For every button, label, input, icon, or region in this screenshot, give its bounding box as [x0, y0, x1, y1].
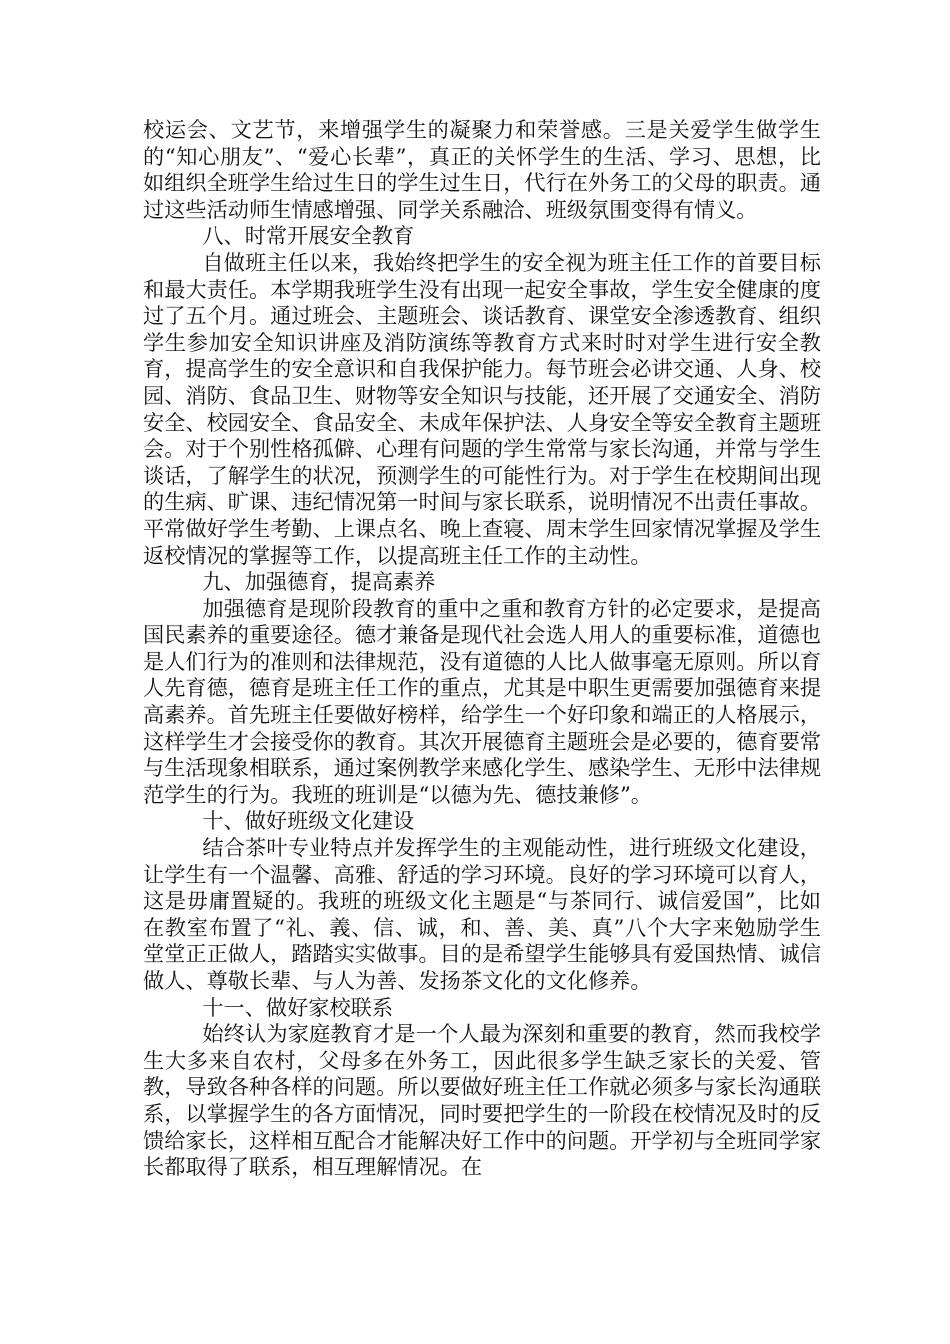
section-heading-9: 九、加强德育，提高素养	[202, 569, 436, 595]
document-page	[143, 117, 821, 1181]
paragraph-home-school-contact: 始终认为家庭教育才是一个人最为深刻和重要的教育，然而我校学生大多来自农村，父母多在外务工，因此很多学生缺乏家长的关爱、管教，导致各种各样的问题。所以要做好班主任工作就必须多与家长沟通联系，以掌握学生的各方面情况，同时要把学生的一阶段在校情况及时的反馈给家长，这样相互配合才能解决好工作中的问题。开学初与全班同学家长都取得了联系，相互理解情况。在	[143, 1021, 822, 1180]
section-heading-8: 八、时常开展安全教育	[202, 223, 415, 249]
paragraph-safety-education: 自做班主任以来，我始终把学生的安全视为班主任工作的首要目标和最大责任。本学期我班学生没有出现一起安全事故，学生安全健康的度过了五个月。通过班会、主题班会、谈话教育、课堂安全渗透教育、组织学生参加安全知识讲座及消防演练等教育方式来时时对学生进行安全教育，提高学生的安全意识和自我保护能力。每节班会必讲交通、人身、校园、消防、食品卫生、财物等安全知识与技能，还开展了交通安全、消防安全、校园安全、食品安全、未成年保护法、人身安全等安全教育主题班会。对于个别性格孤僻、心理有问题的学生常常与家长沟通，并常与学生谈话，了解学生的状况，预测学生的可能性行为。对于学生在校期间出现的生病、旷课、违纪情况第一时间与家长联系，说明情况不出责任事故。平常做好学生考勤、上课点名、晚上查寝、周末学生回家情况掌握及学生返校情况的掌握等工作，以提高班主任工作的主动性。	[143, 249, 822, 568]
paragraph-class-culture: 结合茶叶专业特点并发挥学生的主观能动性，进行班级文化建设，让学生有一个温馨、高雅、舒适的学习环境。良好的学习环境可以育人，这是毋庸置疑的。我班的班级文化主题是“与茶同行、诚信爱国”，比如在教室布置了“礼、義、信、诚，和、善、美、真”八个大字来勉励学生堂堂正正做人，踏踏实实做事。目的是希望学生能够具有爱国热情、诚信做人、尊敬长辈、与人为善、发扬茶文化的文化修养。	[143, 835, 822, 993]
section-heading-10: 十、做好班级文化建设	[202, 808, 415, 834]
paragraph-continuation: 校运会、文艺节，来增强学生的凝聚力和荣誉感。三是关爱学生做学生的“知心朋友”、“爱心长辈”，真正的关怀学生的生活、学习、思想，比如组织全班学生给过生日的学生过生日，代行在外务工的父母的职责。通过这些活动师生情感增强、同学关系融洽、班级氛围变得有情义。	[143, 117, 822, 222]
paragraph-moral-education: 加强德育是现阶段教育的重中之重和教育方针的必定要求，是提高国民素养的重要途径。德才兼备是现代社会选人用人的重要标准，道德也是人们行为的准则和法律规范，没有道德的人比人做事毫无原则。所以育人先育德，德育是班主任工作的重点，尤其是中职生更需要加强德育来提高素养。首先班主任要做好榜样，给学生一个好印象和端正的人格展示，这样学生才会接受你的教育。其次开展德育主题班会是必要的，德育要常与生活现象相联系，通过案例教学来感化学生、感染学生、无形中法律规范学生的行为。我班的班训是“以德为先、德技兼修”。	[143, 595, 822, 807]
section-heading-11: 十一、做好家校联系	[202, 994, 394, 1020]
